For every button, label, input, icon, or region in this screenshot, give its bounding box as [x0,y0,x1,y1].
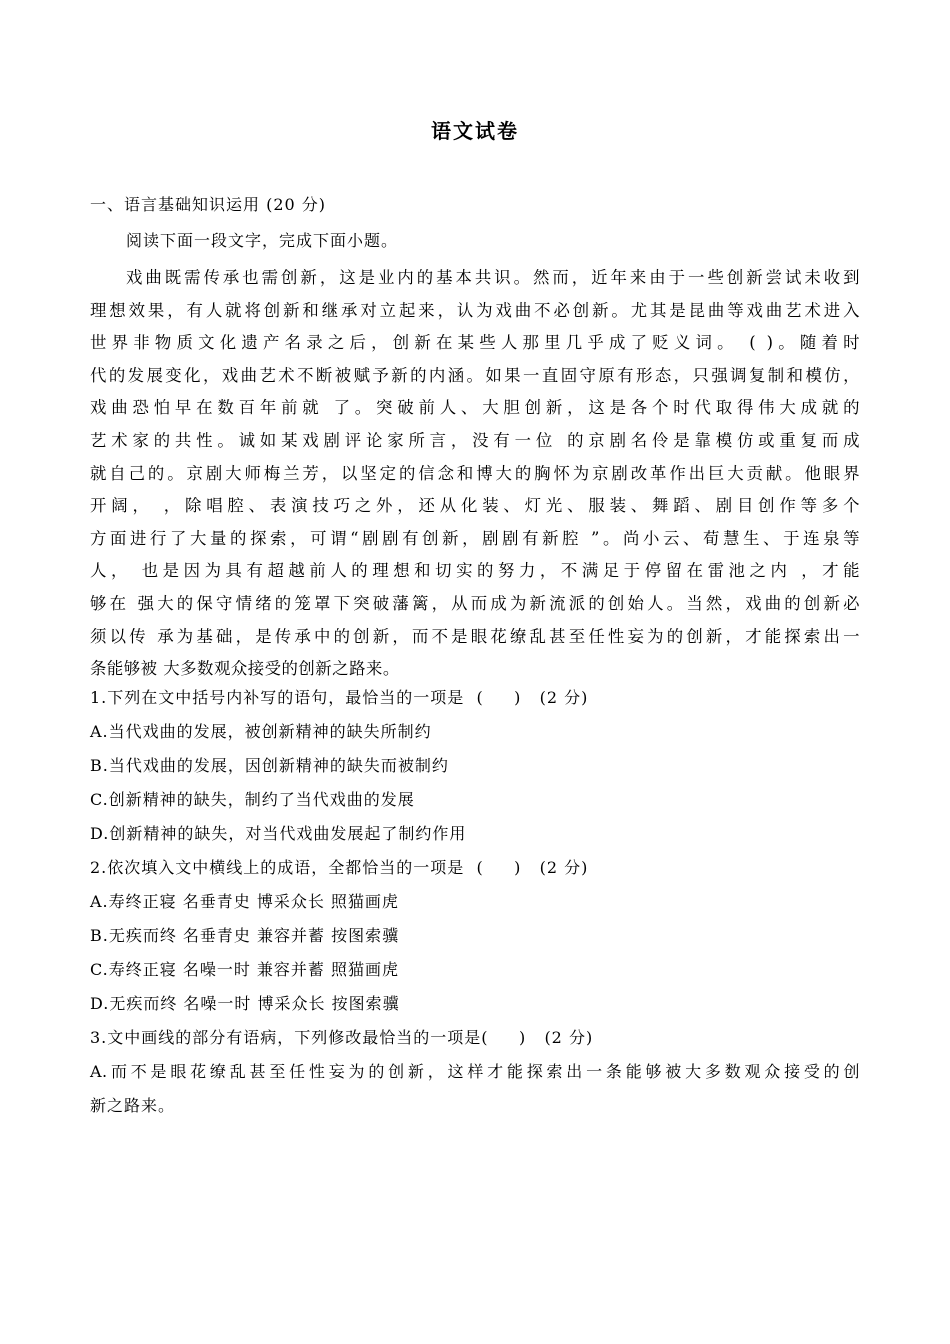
passage-line: 就自己的。京剧大师梅兰芳，以坚定的信念和博大的胸怀为京剧改革作出巨大贡献。他眼界 [90,463,860,483]
passage-line: 条能够被 大多数观众接受的创新之路来。 [90,659,400,679]
question-1-option-c: C.创新精神的缺失，制约了当代戏曲的发展 [90,790,415,809]
passage-line: 戏曲既需传承也需创新，这是业内的基本共识。然而，近年来由于一些创新尝试未收到 [126,268,860,287]
question-list [90,681,860,1123]
passage-line: 开阔， ，除唱腔、表演技巧之外，还从化装、灯光、服装、舞蹈、剧目创作等多个 [90,496,860,516]
question-1-option-b: B.当代戏曲的发展，因创新精神的缺失而被制约 [90,756,449,775]
question-2-stem: 2.依次填入文中横线上的成语，全都恰当的一项是 ( ) (2 分) [90,858,589,877]
question-3-stem: 3.文中画线的部分有语病，下列修改最恰当的一项是( ) (2 分) [90,1028,594,1047]
question-1-stem: 1.下列在文中括号内补写的语句，最恰当的一项是 ( ) (2 分) [90,688,589,707]
passage-line: 人， 也是因为具有超越前人的理想和切实的努力，不满足于停留在雷池之内 ，才能 [90,561,860,581]
question-2-option-c: C.寿终正寝 名噪一时 兼容并蓄 照猫画虎 [90,960,400,979]
section-heading: 一、语言基础知识运用 (20 分) [90,195,327,214]
reading-instruction: 阅读下面一段文字，完成下面小题。 [126,231,399,250]
page-title: 语文试卷 [431,119,519,143]
passage-line: 够在 强大的保守情绪的笼罩下突破藩篱，从而成为新流派的创始人。当然，戏曲的创新必 [90,593,860,613]
reading-passage [90,262,860,686]
question-2-option-b: B.无疾而终 名垂青史 兼容并蓄 按图索骥 [90,926,400,945]
question-1-option-a: A.当代戏曲的发展，被创新精神的缺失所制约 [90,722,432,741]
question-1-option-d: D.创新精神的缺失，对当代戏曲发展起了制约作用 [90,824,467,843]
passage-line: 方面进行了大量的探索，可谓“剧剧有创新，剧剧有新腔 ”。尚小云、荀慧生、于连泉等 [90,528,860,548]
passage-line: 代的发展变化，戏曲艺术不断被赋予新的内涵。如果一直固守原有形态，只强调复制和模仿， [90,365,860,385]
question-3-option-a-continued: 新之路来。 [90,1096,176,1115]
passage-line: 戏曲恐怕早在数百年前就 了。突破前人、大胆创新，这是各个时代取得伟大成就的 [90,398,860,418]
passage-line: 理想效果，有人就将创新和继承对立起来，认为戏曲不必创新。尤其是昆曲等戏曲艺术进入 [90,300,860,320]
passage-line: 艺术家的共性。诚如某戏剧评论家所言，没有一位 的京剧名伶是靠模仿或重复而成 [90,430,860,450]
passage-line: 须以传 承为基础，是传承中的创新，而不是眼花缭乱甚至任性妄为的创新，才能探索出一 [90,626,860,646]
passage-line: 世界非物质文化遗产名录之后，创新在某些人那里几乎成了贬义词。 ( )。随着时 [90,333,860,353]
question-2-option-a: A.寿终正寝 名垂青史 博采众长 照猫画虎 [90,892,399,911]
question-2-option-d: D.无疾而终 名噪一时 博采众长 按图索骥 [90,994,400,1013]
question-3-option-a: A.而不是眼花缭乱甚至任性妄为的创新，这样才能探索出一条能够被大多数观众接受的创 [90,1062,860,1081]
